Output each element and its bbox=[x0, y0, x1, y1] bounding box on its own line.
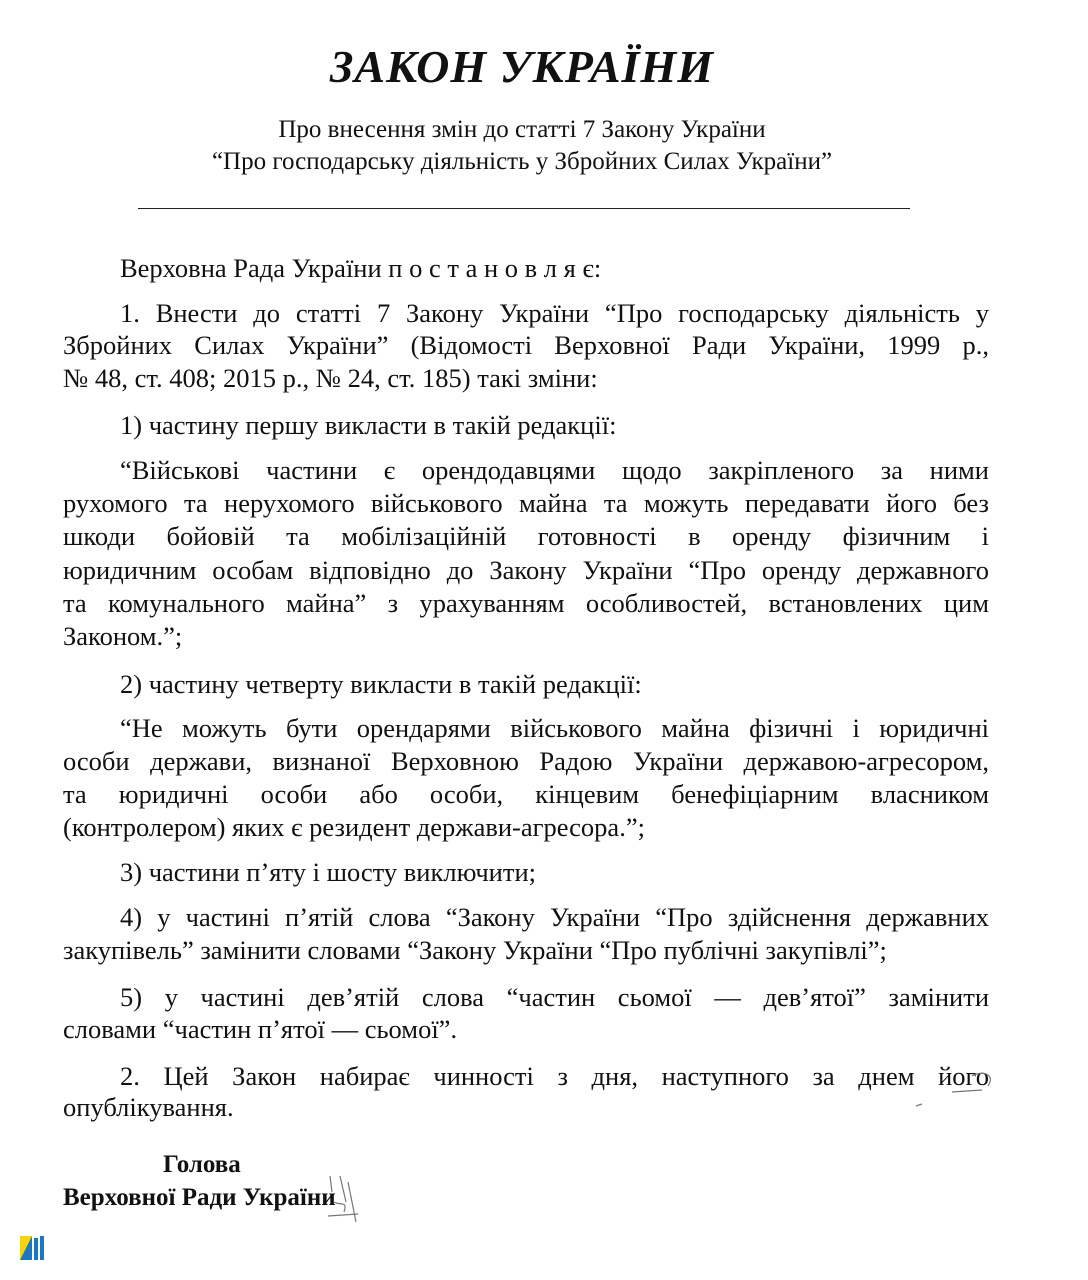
quote-1-line: та комунального майна” з урахуванням особливостей, встановлених цим bbox=[63, 588, 989, 618]
paragraph-2-line: опублікування. bbox=[63, 1092, 234, 1122]
paragraph-1-line: Збройних Силах України” (Відомості Верховної Ради України, 1999 р., bbox=[63, 330, 989, 360]
signature-office: Верховної Ради України bbox=[63, 1184, 336, 1211]
quote-2-line: (контролером) яких є резидент держави-агресора.”; bbox=[63, 812, 645, 842]
quote-1-line: “Військові частини є орендодавцями щодо закріпленого за ними bbox=[120, 455, 989, 485]
quote-1-line: шкоди бойовій та мобілізаційній готовності в оренду фізичним і bbox=[63, 521, 989, 551]
paragraph-2-line: 2. Цей Закон набирає чинності з дня, наступного за днем його bbox=[120, 1061, 989, 1091]
item-1-heading: 1) частину першу викласти в такій редакції: bbox=[120, 410, 617, 440]
quote-2-line: “Не можуть бути орендарями військового майна фізичні і юридичні bbox=[120, 713, 989, 743]
document-subtitle-line-1: Про внесення змін до статті 7 Закону України bbox=[278, 116, 766, 143]
document-title: ЗАКОН УКРАЇНИ bbox=[329, 41, 715, 92]
title-divider bbox=[138, 208, 910, 209]
paragraph-1-line: № 48, ст. 408; 2015 р., № 24, ст. 185) такі зміни: bbox=[63, 363, 598, 393]
item-4-line: закупівель” замінити словами “Закону України “Про публічні закупівлі”; bbox=[63, 935, 887, 965]
item-3: 3) частини п’яту і шосту виключити; bbox=[120, 857, 536, 887]
quote-1-line: юридичним особам відповідно до Закону України “Про оренду державного bbox=[63, 555, 989, 585]
paragraph-1-line: 1. Внести до статті 7 Закону України “Про господарську діяльність у bbox=[120, 298, 989, 328]
document-subtitle-line-2: “Про господарську діяльність у Збройних Силах України” bbox=[211, 148, 833, 175]
preamble: Верховна Рада України п о с т а н о в л я є: bbox=[120, 253, 602, 283]
logo-icon bbox=[20, 1236, 44, 1260]
item-4-line: 4) у частині п’ятій слова “Закону України “Про здійснення державних bbox=[120, 902, 989, 932]
item-5-line: словами “частин п’ятої — сьомої”. bbox=[63, 1014, 458, 1044]
quote-2-line: та юридичні особи або особи, кінцевим бенефіціарним власником bbox=[63, 779, 989, 809]
quote-1-line: рухомого та нерухомого військового майна та можуть передавати його без bbox=[63, 488, 989, 518]
quote-2-line: особи держави, визнаної Верховною Радою України державою-агресором, bbox=[63, 746, 989, 776]
item-2-heading: 2) частину четверту викласти в такій редакції: bbox=[120, 669, 642, 699]
handwritten-signature bbox=[318, 1172, 368, 1232]
signature-title: Голова bbox=[163, 1151, 241, 1178]
handwritten-mark bbox=[912, 1062, 1002, 1112]
quote-1-line: Законом.”; bbox=[63, 621, 183, 651]
item-5-line: 5) у частині дев’ятій слова “частин сьомої — дев’ятої” замінити bbox=[120, 982, 989, 1012]
